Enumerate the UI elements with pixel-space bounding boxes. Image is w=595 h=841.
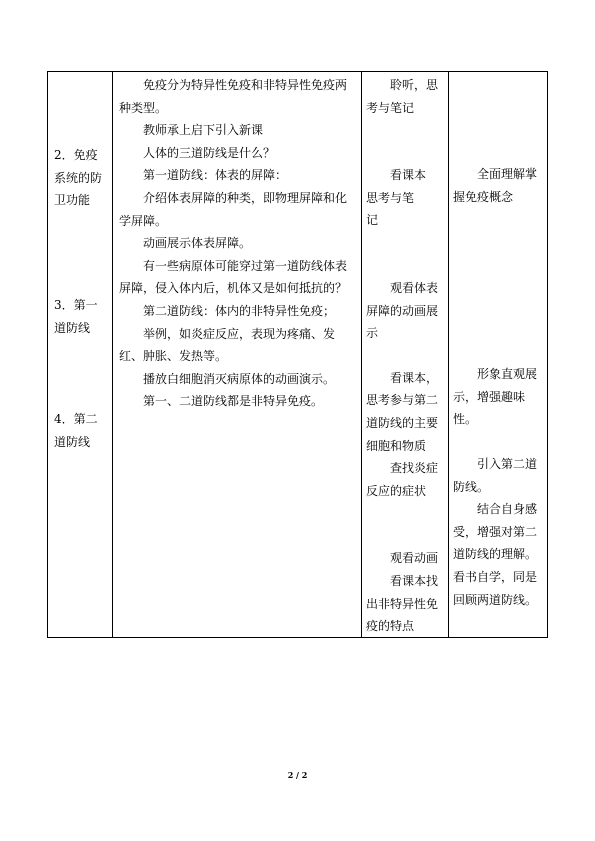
text-line: 性。: [453, 412, 478, 427]
text-line: 观看体表: [390, 280, 439, 295]
column-divider: [448, 72, 449, 637]
text-line: 道防线的主要: [366, 415, 439, 430]
page-number: 2 / 2: [287, 770, 308, 780]
text-line: 形象直观展: [477, 367, 538, 381]
text-line: 红、肿胀、发热等。: [119, 349, 228, 364]
text-line: 介绍体表屏障的种类，即物理屏障和化: [143, 190, 348, 205]
section-4-heading: 4．第二 道防线: [54, 412, 98, 449]
text-line: 思考与笔: [366, 190, 415, 205]
text-line: 有一些病原体可能穿过第一道防线体表: [143, 258, 348, 273]
text-line: 出非特异性免: [366, 596, 439, 611]
text-line: 细胞和物质: [366, 438, 427, 453]
text-line: 聆听，思: [390, 78, 439, 92]
text-line: 结合自身感: [477, 502, 538, 517]
text-line: 学屏障。: [119, 213, 168, 228]
text-line: 屏障，侵入体内后，机体又是如何抵抗的？: [119, 281, 348, 296]
text-line: 疫的特点: [366, 619, 415, 634]
intent-block-3: [453, 453, 545, 607]
text-line: 观看动画: [390, 551, 439, 566]
text-line: 看书自学，同是: [453, 569, 538, 584]
text-line: 回顾两道防线。: [453, 592, 538, 607]
text-line: 看课本: [390, 168, 427, 183]
text-line: 考与笔记: [366, 100, 415, 115]
text-line: 引入第二道: [477, 457, 538, 471]
text-line: 第二道防线：体内的非特异性免疫；: [143, 303, 336, 318]
text-line: 播放白细胞消灭病原体的动画演示。: [143, 371, 336, 386]
lesson-plan-table: [47, 71, 548, 638]
text-line: 示，增强趣味: [453, 389, 526, 404]
text-line: 道防线的理解。: [453, 547, 538, 562]
text-line: 免疫分为特异性免疫和非特异性免疫两: [143, 78, 348, 92]
column-divider: [361, 72, 362, 637]
text-line: 动画展示体表屏障。: [143, 236, 252, 251]
intent-block-2: [453, 363, 545, 427]
text-line: 看课本找: [390, 573, 439, 588]
text-line: 看课本，: [390, 370, 439, 385]
text-line: 记: [366, 213, 379, 228]
teacher-activity-column: [119, 72, 361, 413]
text-line: 示: [366, 326, 379, 341]
student-activity-column: [366, 72, 446, 638]
section-2-heading: 2．免疫 系统的防 卫功能: [54, 148, 103, 208]
text-line: 教师承上启下引入新课: [143, 123, 264, 138]
column-divider: [112, 72, 113, 637]
text-line: 第一、二道防线都是非特异免疫。: [143, 394, 324, 409]
text-line: 受，增强对第二: [453, 524, 538, 539]
text-line: 举例，如炎症反应，表现为疼痛、发: [143, 326, 336, 341]
text-line: 全面理解掌: [477, 167, 538, 181]
intent-block-1: [453, 163, 545, 204]
text-line: 第一道防线：体表的屏障：: [143, 168, 288, 183]
text-line: 握免疫概念: [453, 189, 514, 204]
text-line: 反应的症状: [366, 483, 427, 498]
section-3-heading: 3．第一 道防线: [54, 298, 98, 335]
text-line: 查找炎症: [390, 461, 439, 476]
text-line: 屏障的动画展: [366, 303, 439, 318]
text-line: 防线。: [453, 479, 490, 494]
text-line: 种类型。: [119, 100, 168, 115]
text-line: 思考参与第二: [366, 393, 439, 408]
text-line: 人体的三道防线是什么？: [143, 145, 276, 160]
